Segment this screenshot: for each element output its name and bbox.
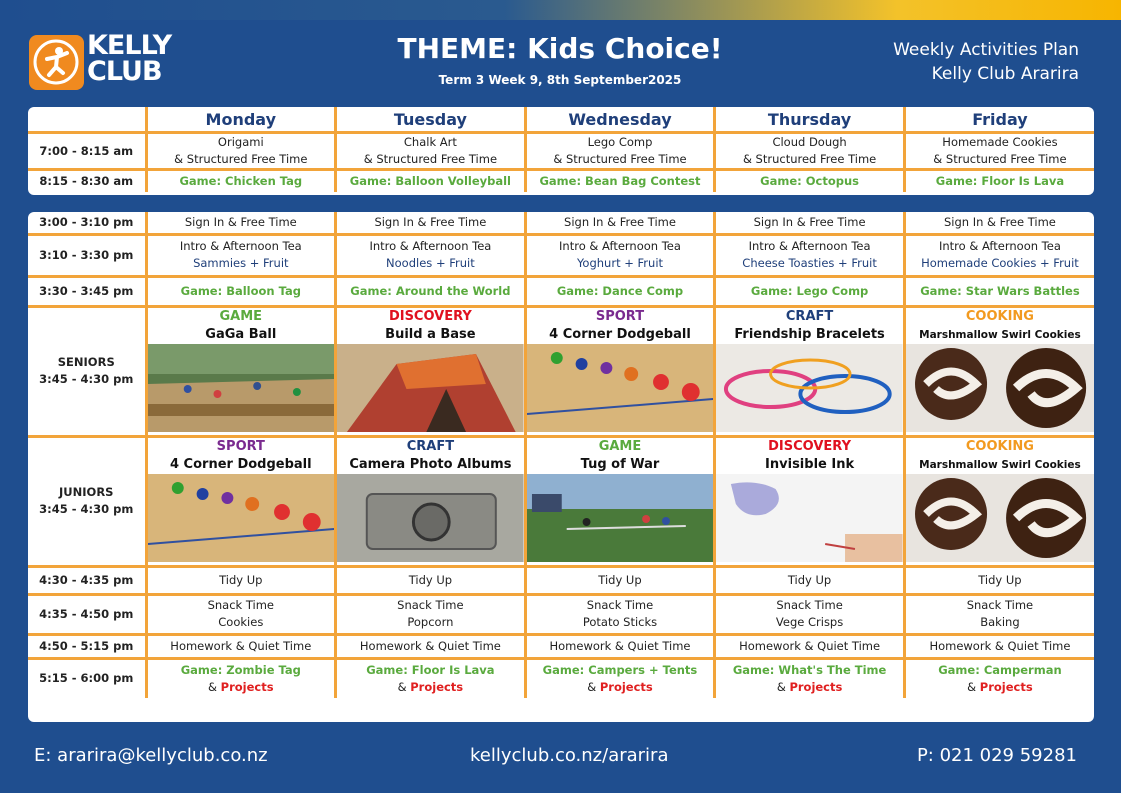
footer-phone[interactable]: P: 021 029 59281 (916, 745, 1077, 766)
dodgeball-photo (527, 344, 714, 432)
day-header: Wednesday (525, 107, 715, 133)
time-cell: 3:30 - 3:45 pm (28, 276, 146, 306)
kelly-club-logo (29, 30, 177, 91)
activity-cell: Sign In & Free Time (336, 212, 526, 234)
activity-photo-cell: CRAFT Friendship Bracelets (715, 306, 905, 436)
time-cell: 3:10 - 3:30 pm (28, 234, 146, 276)
activity-cell: Intro & Afternoon Tea Sammies + Fruit (146, 234, 336, 276)
activity-cell: Intro & Afternoon Tea Yoghurt + Fruit (525, 234, 715, 276)
activity-cell: Tidy Up (904, 566, 1094, 594)
plan-label: Weekly Activities Plan (893, 40, 1079, 60)
game-cell: Game: Chicken Tag (146, 170, 336, 192)
day-header: Tuesday (336, 107, 526, 133)
seniors-row (28, 306, 1094, 436)
day-header: Friday (904, 107, 1094, 133)
tug-of-war-photo (527, 474, 714, 562)
activity-cell: Game: Camperman & Projects (938, 662, 1062, 694)
group-time-cell: SENIORS 3:45 - 4:30 pm (28, 306, 146, 436)
activity-cell: Intro & Afternoon Tea Cheese Toasties + Fruit (715, 234, 905, 276)
game-cell: Game: Around the World (336, 276, 526, 306)
table-row (28, 594, 1094, 634)
juniors-row (28, 436, 1094, 566)
afternoon-schedule (28, 212, 1094, 722)
activity-cell: Snack Time Cookies (146, 594, 336, 634)
table-row (28, 212, 1094, 234)
activity-photo-cell: DISCOVERY Invisible Ink (715, 436, 905, 566)
page-subtitle: Term 3 Week 9, 8th September2025 (438, 73, 682, 87)
day-header: Monday (146, 107, 336, 133)
activity-cell: Snack Time Baking (904, 594, 1094, 634)
game-cell: Game: Star Wars Battles (904, 276, 1094, 306)
game-cell: Game: Balloon Volleyball (336, 170, 526, 192)
game-cell: Game: Balloon Tag (146, 276, 336, 306)
activity-cell: Homework & Quiet Time (336, 634, 526, 658)
club-name: Kelly Club Ararira (931, 64, 1079, 84)
activity-cell: Homework & Quiet Time (525, 634, 715, 658)
game-cell: Game: Octopus (715, 170, 905, 192)
activity-cell: Sign In & Free Time (146, 212, 336, 234)
swirl-cookies-photo (906, 474, 1094, 562)
game-cell: Game: Dance Comp (525, 276, 715, 306)
activity-cell: Intro & Afternoon Tea Homemade Cookies + Fruit (904, 234, 1094, 276)
gaga-ball-photo (148, 344, 335, 432)
time-cell: 3:00 - 3:10 pm (28, 212, 146, 234)
activity-cell: Game: Campers + Tents & Projects (525, 658, 715, 698)
activity-cell: Origami & Structured Free Time (146, 133, 336, 170)
table-row (28, 133, 1094, 170)
dodgeball-photo (148, 474, 335, 562)
activity-cell: Sign In & Free Time (904, 212, 1094, 234)
time-cell: 7:00 - 8:15 am (28, 133, 146, 170)
activity-cell: Snack Time Popcorn (336, 594, 526, 634)
activity-cell: Snack Time Potato Sticks (525, 594, 715, 634)
footer-website[interactable]: kellyclub.co.nz/ararira (470, 745, 669, 766)
activity-cell: Chalk Art & Structured Free Time (336, 133, 526, 170)
activity-photo-cell: CRAFT Camera Photo Albums (336, 436, 526, 566)
camera-album-photo (337, 474, 524, 562)
activity-cell: Tidy Up (525, 566, 715, 594)
activity-cell: Tidy Up (146, 566, 336, 594)
corner-cell (28, 107, 146, 133)
page-title: THEME: Kids Choice! (397, 32, 723, 65)
activity-photo-cell: SPORT 4 Corner Dodgeball (525, 306, 715, 436)
time-cell: 4:50 - 5:15 pm (28, 634, 146, 658)
invisible-ink-photo (716, 474, 903, 562)
game-cell: Game: Bean Bag Contest (525, 170, 715, 192)
game-cell: Game: Lego Comp (715, 276, 905, 306)
activity-cell: Tidy Up (336, 566, 526, 594)
time-cell: 8:15 - 8:30 am (28, 170, 146, 192)
table-row (28, 658, 1094, 698)
time-cell: 4:35 - 4:50 pm (28, 594, 146, 634)
day-header: Thursday (715, 107, 905, 133)
morning-schedule (28, 107, 1094, 195)
activity-cell: Sign In & Free Time (525, 212, 715, 234)
game-cell: Game: Floor Is Lava (935, 173, 1065, 188)
activity-cell: Game: Zombie Tag & Projects (146, 658, 336, 698)
activity-cell: Sign In & Free Time (715, 212, 905, 234)
table-row (28, 634, 1094, 658)
activity-photo-cell: DISCOVERY Build a Base (336, 306, 526, 436)
table-row (28, 234, 1094, 276)
time-cell: 4:30 - 4:35 pm (28, 566, 146, 594)
activity-cell: Homework & Quiet Time (715, 634, 905, 658)
footer-email[interactable]: E: ararira@kellyclub.co.nz (34, 745, 268, 766)
activity-cell: Snack Time Vege Crisps (715, 594, 905, 634)
build-a-base-photo (337, 344, 524, 432)
activity-cell: Lego Comp & Structured Free Time (525, 133, 715, 170)
activity-photo-cell: COOKING Marshmallow Swirl Cookies (904, 306, 1094, 436)
time-cell: 5:15 - 6:00 pm (28, 658, 146, 698)
activity-cell: Homework & Quiet Time (146, 634, 336, 658)
activity-cell: Intro & Afternoon Tea Noodles + Fruit (336, 234, 526, 276)
activity-cell: Game: What's The Time & Projects (715, 658, 905, 698)
friendship-bracelets-photo (716, 344, 903, 432)
activity-photo-cell: GAME GaGa Ball (146, 306, 336, 436)
activity-photo-cell: COOKING Marshmallow Swirl Cookies (904, 436, 1094, 566)
activity-cell: Homemade Cookies & Structured Free Time (904, 133, 1094, 170)
activity-photo-cell: SPORT 4 Corner Dodgeball (146, 436, 336, 566)
activity-cell: Homework & Quiet Time (904, 634, 1094, 658)
day-header-row (28, 107, 1094, 133)
activity-cell: Tidy Up (715, 566, 905, 594)
top-gradient-bar (0, 0, 1121, 20)
group-time-cell: JUNIORS 3:45 - 4:30 pm (28, 436, 146, 566)
activity-cell: Cloud Dough & Structured Free Time (715, 133, 905, 170)
logo-figure-icon (29, 35, 84, 90)
table-row (28, 566, 1094, 594)
activity-photo-cell: GAME Tug of War (525, 436, 715, 566)
table-row (28, 170, 1094, 192)
logo-wordmark: KELLY CLUB (87, 30, 172, 87)
swirl-cookies-photo (906, 344, 1094, 432)
activity-cell: Game: Floor Is Lava & Projects (336, 658, 526, 698)
table-row (28, 276, 1094, 306)
